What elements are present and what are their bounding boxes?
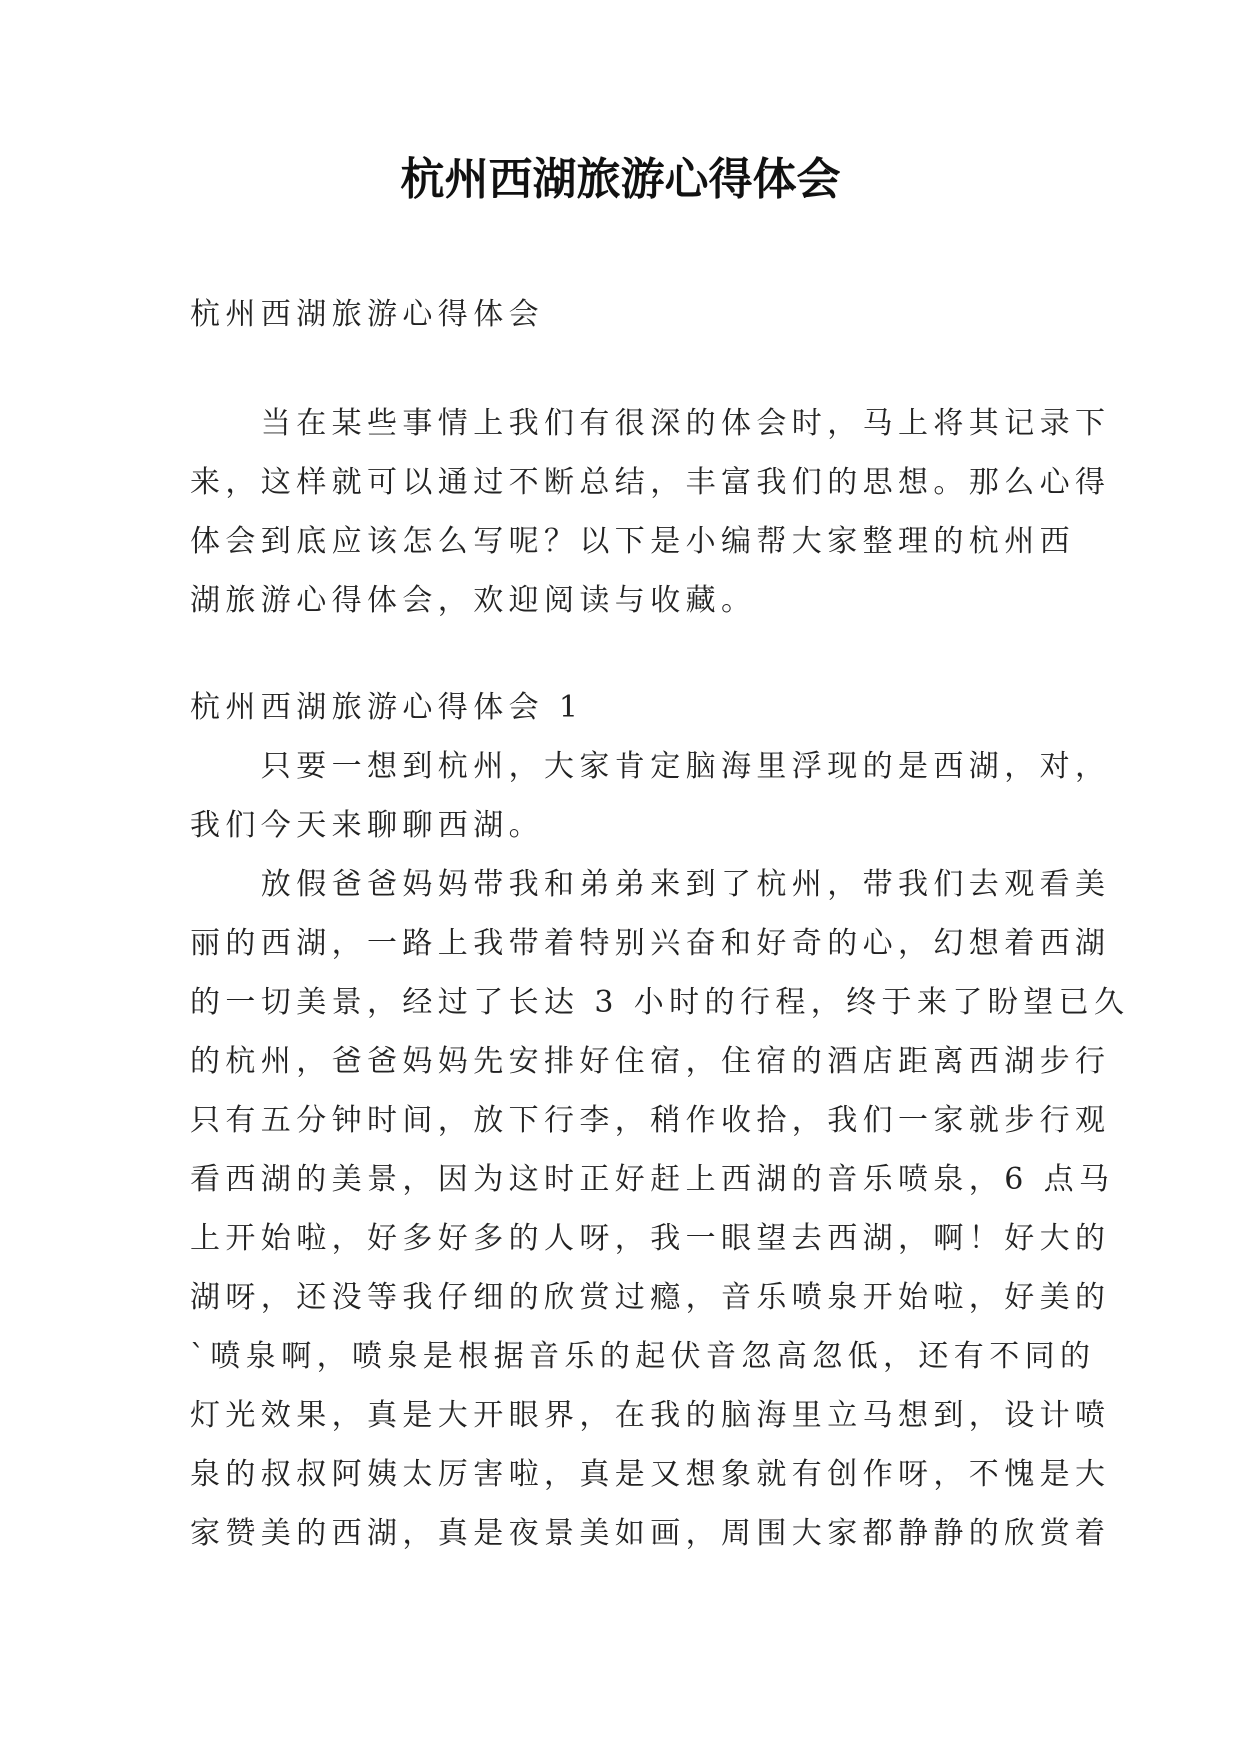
spacer: [190, 630, 1056, 678]
text-line: `喷泉啊，喷泉是根据音乐的起伏音忽高忽低，还有不同的: [190, 1339, 1096, 1374]
text-line: 丽的西湖，一路上我带着特别兴奋和好奇的心，幻想着西湖: [190, 926, 1111, 961]
text-line: 体会到底应该怎么写呢？以下是小编帮大家整理的杭州西: [190, 524, 1075, 559]
subtitle: 杭州西湖旅游心得体会: [190, 297, 544, 332]
text-line: 看西湖的美景，因为这时正好赶上西湖的音乐喷泉，6 点马: [190, 1162, 1115, 1197]
intro-paragraph: [190, 394, 1111, 630]
text-line: 湖呀，还没等我仔细的欣赏过瘾，音乐喷泉开始啦，好美的: [190, 1280, 1111, 1315]
text-line: 湖旅游心得体会，欢迎阅读与收藏。: [190, 583, 757, 618]
document-title: 杭州西湖旅游心得体会: [400, 154, 841, 205]
text-line: 灯光效果，真是大开眼界，在我的脑海里立马想到，设计喷: [190, 1398, 1111, 1433]
text-line: 家赞美的西湖，真是夜景美如画，周围大家都静静的欣赏着: [190, 1516, 1111, 1551]
text-line: 只有五分钟时间，放下行李，稍作收拾，我们一家就步行观: [190, 1103, 1111, 1138]
text-line: 上开始啦，好多好多的人呀，我一眼望去西湖，啊！好大的: [190, 1221, 1111, 1256]
text-line: 泉的叔叔阿姨太厉害啦，真是又想象就有创作呀，不愧是大: [190, 1457, 1111, 1492]
spacer: [190, 344, 1056, 394]
text-line: 的一切美景，经过了长达 3 小时的行程，终于来了盼望已久: [190, 985, 1130, 1020]
section-paragraph-1: [190, 737, 1111, 855]
text-line: 当在某些事情上我们有很深的体会时，马上将其记录下: [190, 406, 1111, 441]
section-heading: 杭州西湖旅游心得体会 1: [190, 690, 584, 725]
text-line: 放假爸爸妈妈带我和弟弟来到了杭州，带我们去观看美: [190, 867, 1111, 902]
document-body: [190, 285, 1130, 1563]
text-line: 只要一想到杭州，大家肯定脑海里浮现的是西湖，对，: [190, 749, 1111, 784]
section-paragraph-2: [190, 855, 1130, 1563]
text-line: 我们今天来聊聊西湖。: [190, 808, 544, 843]
text-line: 来，这样就可以通过不断总结，丰富我们的思想。那么心得: [190, 465, 1111, 500]
text-line: 的杭州，爸爸妈妈先安排好住宿，住宿的酒店距离西湖步行: [190, 1044, 1111, 1079]
